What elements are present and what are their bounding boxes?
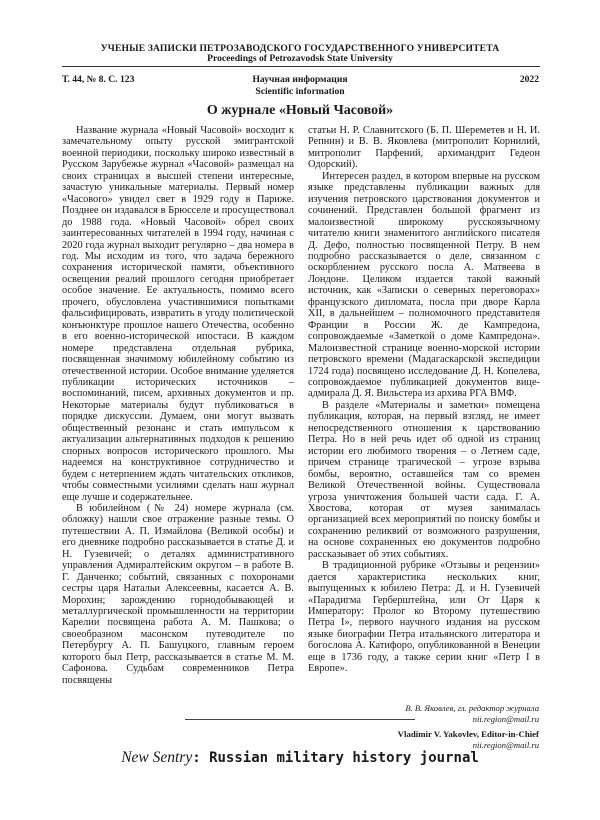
signature-divider — [185, 719, 415, 720]
paragraph: В традиционной рубрике «Отзывы и рецензии» дается характеристика нескольких книг, выпущенных к юбилею Петра: Д. и Н. Гузевичей «Парадигма Герберштейна, или От Царя к Императору: Пролог ко Второму путешествию Петра I», первого научного издания на русском языке биографии Петра итальянского литератора и богослова А. Катифоро, опубликованной в Венеции еще в 1736 году, а также серии книг «Петр I в Европе». — [308, 560, 540, 675]
footer-title-italic: New Sentry — [121, 749, 193, 766]
signature-ru-email: nii.region@mail.ru — [472, 714, 539, 724]
section-en: Scientific information — [255, 86, 345, 97]
paragraph: В разделе «Материалы и заметки» помещена публикация, которая, на первый взгляд, не имеет непосредственного отношения к царствованию Петра. Но в ней речь идет об одной из страниц истории его любимого творения – о Летнем саде, причем странице трагической – угрозе взрыва бомбы, вероятно, оставшейся там со времен Великой Отечественной войны. Существовала угроза уничтожения большей части сада. Г. А. Хвостова, которая от музея занималась организацией всех мероприятий по поиску бомбы и сохранению реликвий от возможного разрушения, на основе сохраненных ею документов подробно рассказывает об этих событиях. — [308, 399, 540, 560]
paragraph: В юбилейном (№ 24) номере журнала (см. обложку) нашли свое отражение разные темы. О путешествии А. П. Измайлова (Великой особы) и его дневнике подробно рассказывается в статье Д. и Н. Гузевичей; о деталях административного управления Адмиралтейским округом – в работе В. Г. Данченко; событий, связанных с похоронами сестры царя Натальи Алексеевны, касается А. В. Морохин; зарождению горнодобывающей и металлургической промышленности на территории Карелии посвящена работа А. М. Пашкова; о своеобразном масонском путеводителе по Петербургу А. П. Башуцкого, главным героем которого был Петр, рассказывается в статье М. М. Сафонова. Судьбам современников Петра посвящены — [62, 502, 294, 686]
paragraph: Интересен раздел, в котором впервые на русском языке представлены публикации важных для изучения петровского царствования документов и сочинений. Представлен большой фрагмент из малоизвестной широкому русскоязычному читателю книги знаменитого английского писателя Д. Дефо, полностью посвященной Петру. В нем подробно рассказывается о деле, связанном с оскорблением русского посла А. Матвеева в Лондоне. Целиком издается такой важный источник, как «Записки о северных переговорах» французского дипломата, посла при дворе Карла XII, в дальнейшем – полномочного представителя Франции в России Ж. де Кампредона, сопровождаемые «Заметкой о доме Кампредона». Малоизвестной странице военно-морской истории петровского времени (Мадагаскарской экспедиции 1724 года) посвящено исследование Д. Н. Копелева, сопровождаемое публикацией документов вице-адмирала Д. Я. Вильстера из архива РГА ВМФ. — [308, 170, 540, 400]
journal-subtitle: Proceedings of Petrozavodsk State University — [207, 53, 393, 64]
left-column — [62, 125, 294, 686]
footer-title-rest: : Russian military history journal — [192, 750, 479, 766]
signature-en-name: Vladimir V. Yakovlev, Editor-in-Chief — [397, 729, 539, 739]
volume-info: Т. 44, № 8. С. 123 — [62, 74, 135, 85]
journal-title: УЧЕНЫЕ ЗАПИСКИ ПЕТРОЗАВОДСКОГО ГОСУДАРСТВЕННОГО УНИВЕРСИТЕТА — [100, 43, 500, 54]
signature-ru-name: В. В. Яковлев, гл. редактор журнала — [405, 703, 539, 713]
paragraph: статьи Н. Р. Славнитского (Б. П. Шереметев и Н. И. Репнин) и В. В. Яковлева (митрополит Корнилий, митрополит Парфений, архимандрит Гедеон Одорский). — [308, 125, 540, 171]
right-column — [308, 125, 540, 675]
signature-en-email: nii.region@mail.ru — [472, 740, 539, 750]
footer-journal-title — [0, 749, 600, 767]
section-heading — [200, 74, 400, 98]
section-ru: Научная информация — [252, 74, 348, 85]
year: 2022 — [519, 74, 539, 85]
paragraph: Название журнала «Новый Часовой» восходит к замечательному опыту русской эмигрантской военной периодики, поскольку широко известный в Русском Зарубежье журнал «Часовой» размещал на своих страницах в высшей степени интересные, зачастую уникальные материалы. Первый номер «Часового» увидел свет в 1929 году в Париже. Позднее он издавался в Брюсселе и просуществовал до 1988 года. «Новый Часовой» обрел своих заинтересованных читателей в 1994 году, начиная с 2020 года журнал выходит регулярно – два номера в год. Мы исходим из того, что задача бережного сохранения исторической памяти, объективного освещения реалий прошлого сегодня приобретает особое значение. Ее актуальность, помимо всего прочего, обусловлена участившимися попытками фальсифицировать, извратить в угоду политической конъюнктуре прошлое нашего Отечества, особенно в его военно-исторической ипостаси. В каждом номере представлена отдельная рубрика, посвященная значимому юбилейному событию из отечественной истории. Особое внимание уделяется публикации исторических источников – воспоминаний, писем, архивных документов и пр. Некоторые материалы будут публиковаться в порядке дискуссии. Думаем, они могут вызвать общественный резонанс и стать импульсом к актуализации альтернативных подходов к решению спорных вопросов исторического прошлого. Мы надеемся на конструктивное сотрудничество и будем с нетерпением ждать читательских откликов, чтобы совместными усилиями сделать наш журнал еще лучше и содержательнее. — [62, 125, 294, 503]
article-title: О журнале «Новый Часовой» — [206, 103, 394, 118]
header-divider — [62, 66, 540, 67]
